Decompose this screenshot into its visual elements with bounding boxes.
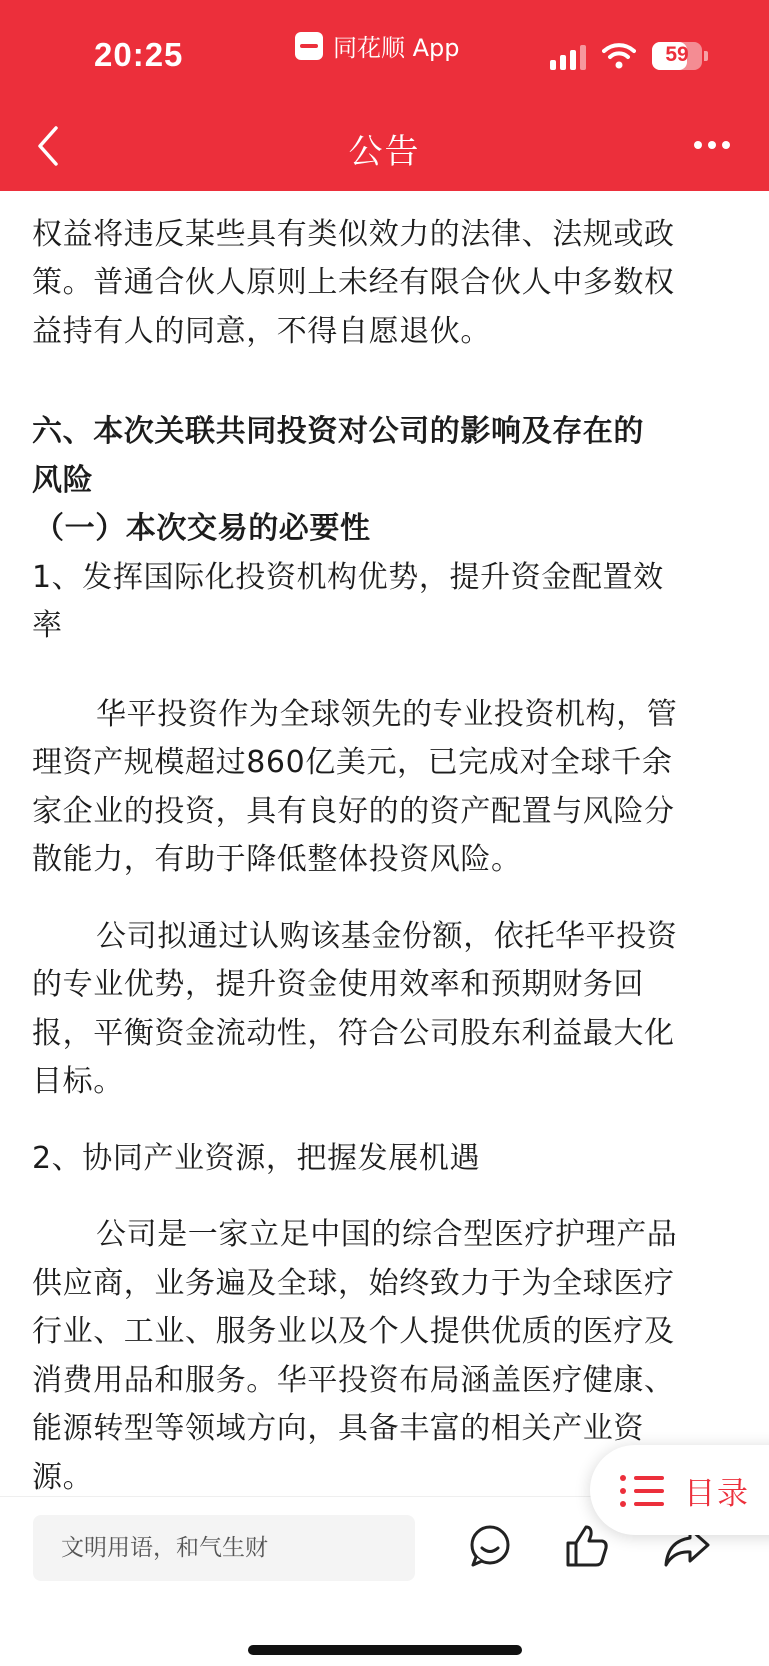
paragraph-line: 理资产规模超过860亿美元，已完成对全球千余 — [32, 745, 673, 780]
status-time: 20:25 — [94, 36, 184, 73]
top-header — [0, 0, 769, 191]
subsection-heading: （一）本次交易的必要性 — [34, 511, 371, 546]
paragraph-line: 公司拟通过认购该基金份额，依托华平投资 — [96, 918, 678, 954]
toc-label: 目录 — [684, 1475, 750, 1512]
comment-input[interactable]: 文明用语，和气生财 — [33, 1515, 415, 1581]
point-heading-cont: 率 — [32, 608, 63, 643]
point-heading: 1、发挥国际化投资机构优势，提升资金配置效 — [32, 559, 664, 595]
announcement-body — [32, 162, 742, 1502]
home-indicator[interactable] — [248, 1645, 522, 1655]
list-icon — [620, 1472, 664, 1508]
battery-icon — [652, 42, 702, 70]
toc-button[interactable] — [590, 1445, 769, 1535]
text-line: 权益将违反某些具有类似效力的法律、法规或政 — [32, 216, 675, 252]
paragraph-line: 公司是一家立足中国的综合型医疗护理产品 — [96, 1217, 678, 1252]
section-heading: 六、本次关联共同投资对公司的影响及存在的 — [32, 414, 644, 449]
text-line: 益持有人的同意，不得自愿退伙。 — [32, 313, 491, 349]
status-app-indicator[interactable] — [295, 28, 460, 63]
more-menu-icon[interactable] — [694, 141, 730, 149]
wifi-icon — [602, 40, 636, 70]
paragraph-line: 消费用品和服务。华平投资布局涵盖医疗健康、 — [32, 1362, 675, 1398]
paragraph-line: 家企业的投资，具有良好的的资产配置与风险分 — [32, 793, 675, 829]
page-title: 公告 — [348, 132, 421, 172]
paragraph-line: 源。 — [32, 1459, 94, 1495]
point-heading: 2、协同产业资源，把握发展机遇 — [32, 1140, 481, 1176]
paragraph-line: 报，平衡资金流动性，符合公司股东利益最大化 — [32, 1015, 675, 1051]
paragraph-line: 行业、工业、服务业以及个人提供优质的医疗及 — [32, 1314, 675, 1349]
status-app-name: 同花顺 App — [333, 34, 460, 62]
app-logo-icon — [295, 32, 323, 60]
section-heading-cont: 风险 — [32, 462, 94, 498]
paragraph-line: 的专业优势，提升资金使用效率和预期财务回 — [32, 967, 644, 1002]
cellular-signal-icon — [550, 44, 586, 70]
battery-level: 59 — [665, 43, 689, 66]
paragraph-line: 能源转型等领域方向，具备丰富的相关产业资 — [32, 1411, 644, 1446]
paragraph-line: 华平投资作为全球领先的专业投资机构，管 — [96, 696, 678, 732]
like-icon[interactable] — [562, 1521, 612, 1571]
text-line: 策。普通合伙人原则上未经有限合伙人中多数权 — [32, 265, 675, 300]
paragraph-line: 目标。 — [32, 1064, 124, 1099]
comment-icon[interactable] — [465, 1521, 515, 1571]
paragraph-line: 供应商，业务遍及全球，始终致力于为全球医疗 — [32, 1265, 675, 1301]
paragraph-line: 散能力，有助于降低整体投资风险。 — [32, 842, 522, 877]
